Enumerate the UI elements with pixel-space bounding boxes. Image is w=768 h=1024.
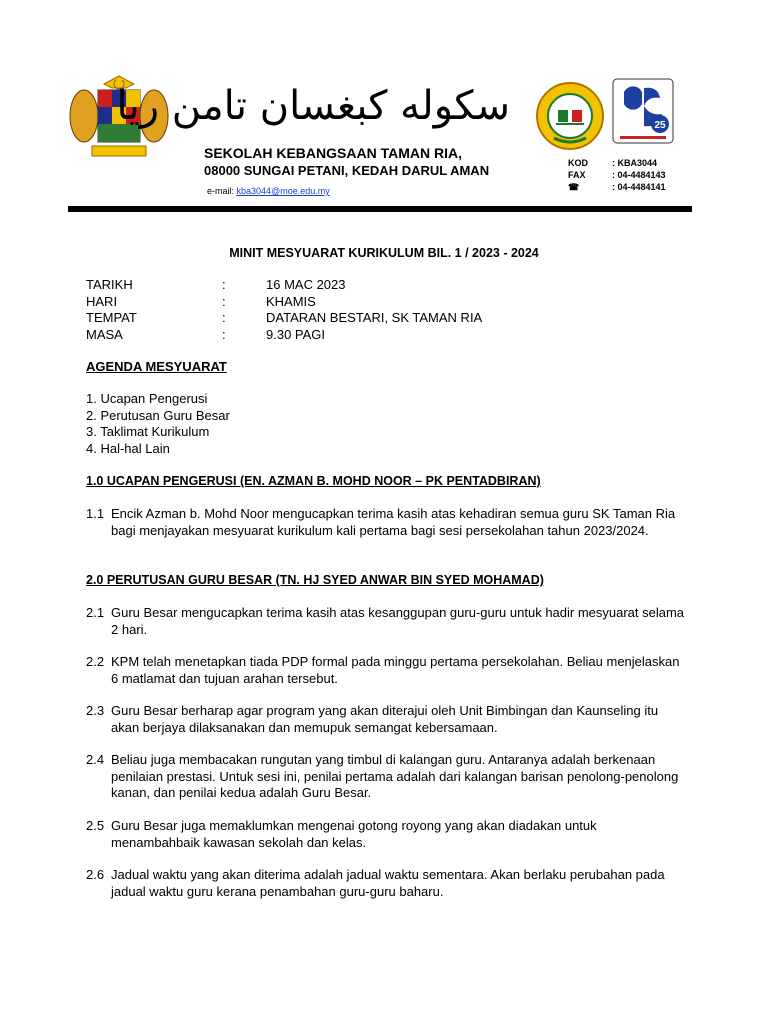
contact-key: KOD bbox=[568, 158, 588, 168]
agenda-item: 1. Ucapan Pengerusi bbox=[86, 391, 208, 406]
item-text: Guru Besar mengucapkan terima kasih atas kesanggupan guru-guru untuk hadir mesyuarat selama 2 hari. bbox=[111, 605, 685, 637]
item-text: Guru Besar berharap agar program yang akan diterajui oleh Unit Bimbingan dan Kaunseling itu akan berjaya dilaksanakan dan memupuk semangat kebersamaan. bbox=[111, 703, 659, 735]
minute-item bbox=[86, 818, 686, 851]
detail-value: DATARAN BESTARI, SK TAMAN RIA bbox=[266, 310, 483, 325]
detail-sep: : bbox=[222, 293, 226, 309]
section-heading: 1.0 UCAPAN PENGERUSI (EN. AZMAN B. MOHD NOOR – PK PENTADBIRAN) bbox=[86, 474, 541, 488]
detail-value: 9.30 PAGI bbox=[266, 326, 326, 342]
detail-sep: : bbox=[222, 277, 226, 292]
minute-item bbox=[86, 506, 686, 539]
meeting-details bbox=[86, 277, 482, 343]
detail-key: TEMPAT bbox=[86, 310, 137, 325]
item-number: 2.5 bbox=[86, 818, 105, 833]
jawi-school-name: سكوله كبغسان تامن ريا bbox=[116, 83, 510, 129]
detail-sep: : bbox=[222, 326, 226, 342]
header-divider bbox=[68, 206, 692, 212]
detail-key: MASA bbox=[86, 326, 123, 342]
item-number: 2.3 bbox=[86, 703, 105, 718]
detail-row bbox=[86, 310, 482, 327]
detail-key: TARIKH bbox=[86, 277, 133, 292]
document-title: MINIT MESYUARAT KURIKULUM BIL. 1 / 2023 - 2024 bbox=[229, 246, 539, 260]
minute-item bbox=[86, 605, 686, 638]
agenda-list bbox=[86, 391, 230, 457]
contact-block bbox=[568, 157, 666, 193]
school-name: SEKOLAH KEBANGSAAN TAMAN RIA, bbox=[204, 145, 462, 161]
item-text: KPM telah menetapkan tiada PDP formal pada minggu pertama persekolahan. Beliau menjelaskan 6 matlamat dan tujuan arahan tersebut. bbox=[111, 654, 680, 686]
detail-value: 16 MAC 2023 bbox=[266, 277, 346, 292]
email-label: e-mail: bbox=[207, 186, 235, 196]
agenda-heading: AGENDA MESYUARAT bbox=[86, 359, 227, 374]
minute-item bbox=[86, 752, 686, 802]
item-number: 2.4 bbox=[86, 752, 105, 767]
item-text: Beliau juga membacakan rungutan yang timbul di kalangan guru. Antaranya adalah berkenaan penilaian prestasi. Untuk sesi ini, penilai pertama adalah dari kalangan barisan penolong-penolong kanan, dan penilai kedua adalah Guru Besar. bbox=[111, 752, 679, 800]
phone-icon: ☎ bbox=[568, 182, 580, 192]
detail-key: HARI bbox=[86, 293, 118, 309]
agenda-item: 2. Perutusan Guru Besar bbox=[86, 407, 230, 423]
detail-row bbox=[86, 277, 482, 294]
contact-value: : 04-4484143 bbox=[612, 170, 666, 180]
section-heading: 2.0 PERUTUSAN GURU BESAR (TN. HJ SYED ANWAR BIN SYED MOHAMAD) bbox=[86, 573, 544, 587]
item-number: 1.1 bbox=[86, 506, 105, 521]
minute-item bbox=[86, 654, 686, 687]
contact-row bbox=[568, 169, 666, 181]
detail-row bbox=[86, 294, 482, 311]
item-number: 2.2 bbox=[86, 654, 105, 669]
item-number: 2.1 bbox=[86, 605, 105, 620]
item-text: Jadual waktu yang akan diterima adalah jadual waktu sementara. Akan berlaku perubahan pada jadual waktu guru kerana penambahan guru-guru baharu. bbox=[111, 867, 665, 899]
agenda-item: 4. Hal-hal Lain bbox=[86, 440, 170, 456]
contact-row bbox=[568, 157, 666, 169]
agenda-item: 3. Taklimat Kurikulum bbox=[86, 424, 210, 439]
detail-sep: : bbox=[222, 310, 226, 325]
logo3-number: 25 bbox=[654, 120, 666, 131]
sc25-logo bbox=[612, 78, 674, 144]
email-link[interactable]: kba3044@moe.edu.my bbox=[236, 186, 330, 196]
detail-row bbox=[86, 327, 482, 344]
email-line bbox=[207, 186, 330, 196]
item-text: Guru Besar juga memaklumkan mengenai gotong royong yang akan diadakan untuk menambahbaik kawasan sekolah dan kelas. bbox=[111, 818, 597, 850]
detail-value: KHAMIS bbox=[266, 293, 316, 309]
item-text: Encik Azman b. Mohd Noor mengucapkan terima kasih atas kehadiran semua guru SK Taman Ria bagi menjayakan mesyuarat kurikulum kali pertama bagi sesi persekolahan tahun 2023/2024. bbox=[111, 506, 676, 538]
minute-item bbox=[86, 867, 686, 900]
contact-row bbox=[568, 181, 666, 193]
contact-key: FAX bbox=[568, 170, 586, 180]
school-address: 08000 SUNGAI PETANI, KEDAH DARUL AMAN bbox=[204, 163, 490, 178]
item-number: 2.6 bbox=[86, 867, 105, 882]
contact-value: : KBA3044 bbox=[612, 158, 658, 168]
school-badge-logo bbox=[534, 80, 606, 152]
minute-item bbox=[86, 703, 686, 736]
contact-value: : 04-4484141 bbox=[612, 182, 666, 192]
